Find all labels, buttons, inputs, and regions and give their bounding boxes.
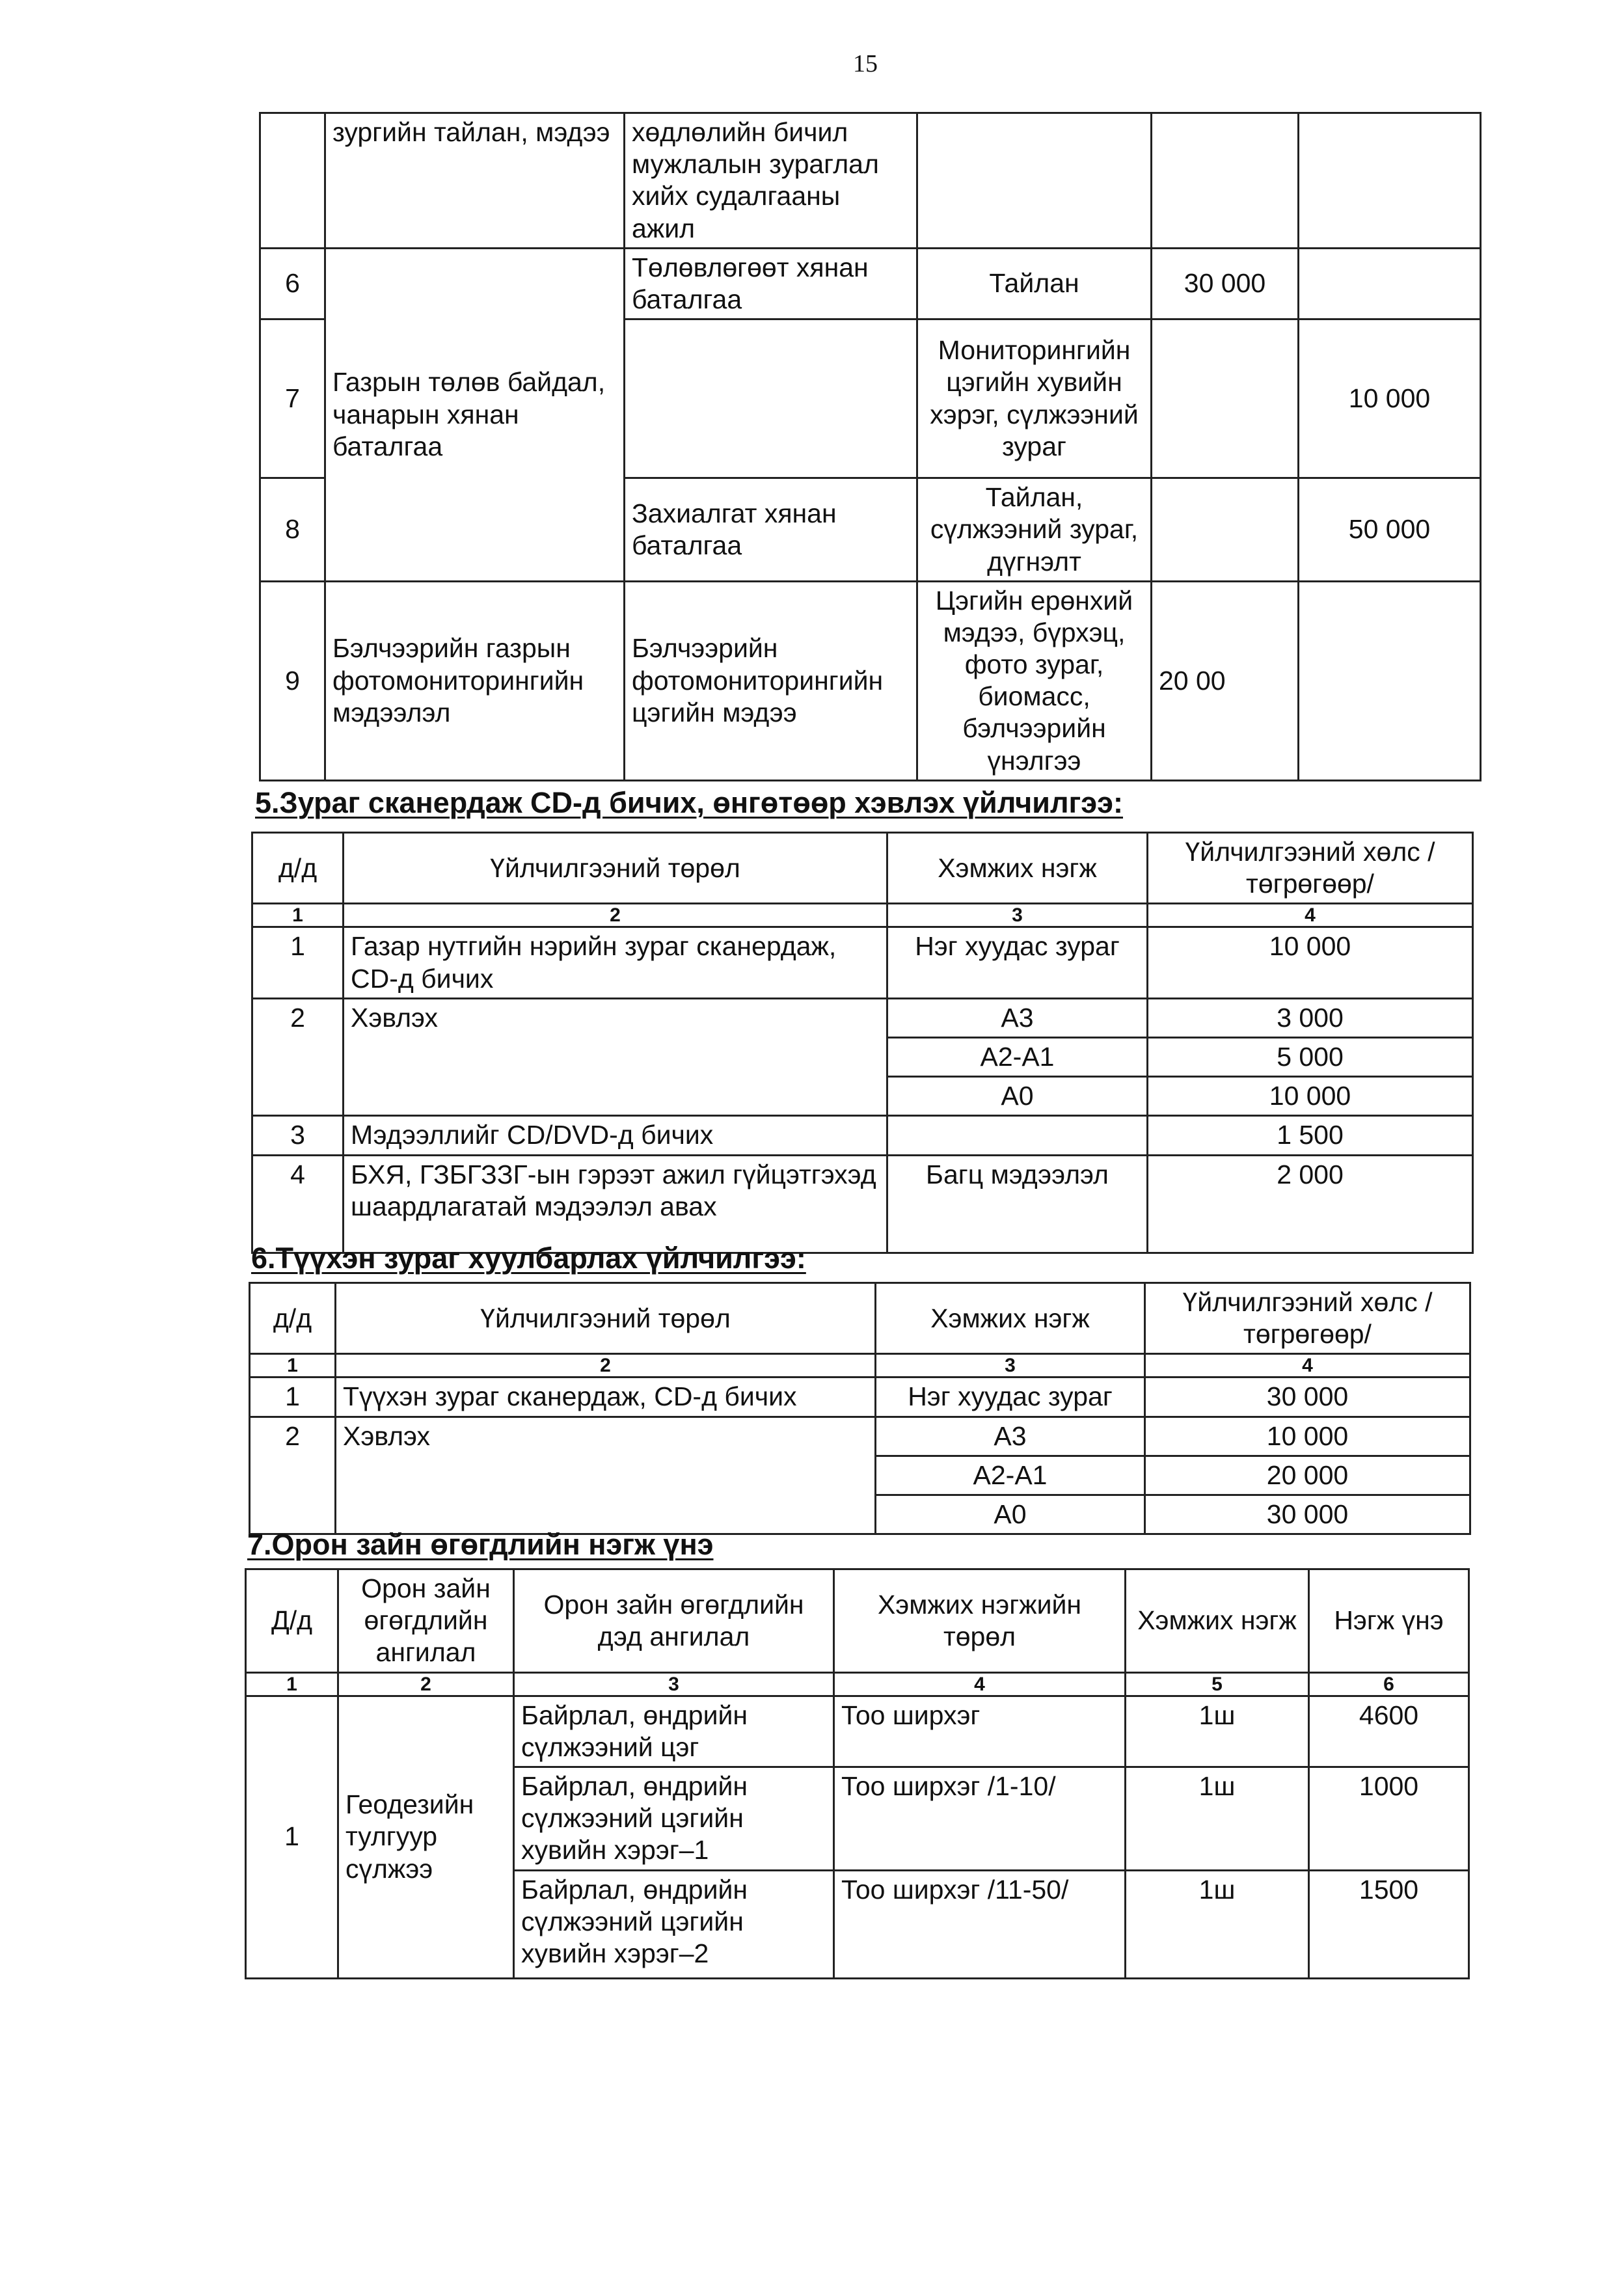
cell-unit: 1ш: [1126, 1870, 1309, 1978]
header-unit: Хэмжих нэгж: [876, 1283, 1145, 1354]
cell-service-type: БХЯ, ГЗБГЗЗГ-ын гэрээт ажил гүйцэтгэхэд шаардлагатай мэдээлэл авах: [344, 1155, 887, 1253]
cell-price: 30 000: [1145, 1495, 1470, 1534]
cell-category: Геодезийн тулгуур сүлжээ: [338, 1696, 514, 1978]
cell-num: 6: [260, 248, 325, 319]
page-number: 15: [853, 50, 878, 77]
column-number-row: [250, 1354, 1470, 1378]
table-row: [250, 1378, 1470, 1417]
header-subcategory: Орон зайн өгөгдлийн дэд ангилал: [514, 1569, 834, 1673]
cell-unit: А2-А1: [887, 1037, 1148, 1076]
cell-price: 10 000: [1148, 1077, 1473, 1116]
table-row: [260, 113, 1481, 249]
header-num: д/д: [252, 833, 344, 904]
cell-unit: А3: [887, 998, 1148, 1037]
cell-price: 20 000: [1145, 1456, 1470, 1495]
header-service-type: Үйлчилгээний төрөл: [336, 1283, 876, 1354]
cell-merged-category: Газрын төлөв байдал, чанарын хянан баталгаа: [325, 248, 625, 581]
cell-subcategory: Байрлал, өндрийн сүлжээний цэгийн хувийн хэрэг–2: [514, 1870, 834, 1978]
table-row: [252, 1155, 1473, 1253]
cell-service-type: Хэвлэх: [336, 1417, 876, 1534]
cell-unit-price: 1500: [1309, 1870, 1469, 1978]
cell-subcategory: Захиалгат хянан баталгаа: [625, 478, 917, 582]
col-number: 4: [1148, 904, 1473, 927]
cell-unit: Нэг хуудас зураг: [876, 1378, 1145, 1417]
cell-material: Тайлан, сүлжээний зураг, дүгнэлт: [917, 478, 1152, 582]
table-4-continuation: [259, 112, 1482, 781]
cell-price: 1 500: [1148, 1116, 1473, 1155]
col-number: 1: [246, 1672, 338, 1696]
cell-unit-type: Тоо ширхэг /11-50/: [834, 1870, 1126, 1978]
table-row: [252, 998, 1473, 1037]
cell-num: 9: [260, 581, 325, 780]
col-number: 3: [876, 1354, 1145, 1378]
cell-price-b: [1299, 581, 1481, 780]
header-num: Д/д: [246, 1569, 338, 1673]
cell-unit: [887, 1116, 1148, 1155]
cell-material: Тайлан: [917, 248, 1152, 319]
section-6-title: 6.Түүхэн зураг хуулбарлах үйлчилгээ:: [251, 1242, 806, 1275]
col-number: 4: [1145, 1354, 1470, 1378]
header-service-type: Үйлчилгээний төрөл: [344, 833, 887, 904]
cell-num: 8: [260, 478, 325, 582]
table-header-row: [252, 833, 1473, 904]
header-unit: Хэмжих нэгж: [1126, 1569, 1309, 1673]
cell-subcategory: Байрлал, өндрийн сүлжээний цэг: [514, 1696, 834, 1767]
col-number: 3: [514, 1672, 834, 1696]
cell-unit: 1ш: [1126, 1767, 1309, 1870]
column-number-row: [246, 1672, 1469, 1696]
cell-unit: А2-А1: [876, 1456, 1145, 1495]
cell-unit-type: Тоо ширхэг: [834, 1696, 1126, 1767]
cell-num: 2: [252, 998, 344, 1116]
col-number: 2: [338, 1672, 514, 1696]
table-header-row: [246, 1569, 1469, 1673]
cell-num: 2: [250, 1417, 336, 1534]
table-row: [250, 1417, 1470, 1456]
cell-num: 1: [246, 1696, 338, 1978]
header-unit-type: Хэмжих нэгжийн төрөл: [834, 1569, 1126, 1673]
cell-price-b: [1299, 113, 1481, 249]
cell-service-type: Түүхэн зураг сканердаж, CD-д бичих: [336, 1378, 876, 1417]
cell-unit: Багц мэдээлэл: [887, 1155, 1148, 1253]
cell-num: 1: [250, 1378, 336, 1417]
cell-price: 10 000: [1148, 927, 1473, 998]
cell-unit: Нэг хуудас зураг: [887, 927, 1148, 998]
header-num: д/д: [250, 1283, 336, 1354]
cell-unit: А3: [876, 1417, 1145, 1456]
cell-num: [260, 113, 325, 249]
section-5-title: 5.Зураг сканердаж CD-д бичих, өнгөтөөр хэвлэх үйлчилгээ:: [255, 786, 1123, 819]
col-number: 5: [1126, 1672, 1309, 1696]
cell-num: 7: [260, 319, 325, 478]
col-number: 6: [1309, 1672, 1469, 1696]
cell-price: 10 000: [1145, 1417, 1470, 1456]
cell-price-a: [1152, 478, 1299, 582]
table-row: [260, 581, 1481, 780]
cell-subcategory: Байрлал, өндрийн сүлжээний цэгийн хувийн хэрэг–1: [514, 1767, 834, 1870]
cell-service-type: Мэдээллийг CD/DVD-д бичих: [344, 1116, 887, 1155]
cell-material: Цэгийн ерөнхий мэдээ, бүрхэц, фото зураг, биомасс, бэлчээрийн үнэлгээ: [917, 581, 1152, 780]
cell-price-b: 50 000: [1299, 478, 1481, 582]
cell-unit-price: 4600: [1309, 1696, 1469, 1767]
cell-price: 5 000: [1148, 1037, 1473, 1076]
col-number: 4: [834, 1672, 1126, 1696]
column-number-row: [252, 904, 1473, 927]
header-unit-price: Нэгж үнэ: [1309, 1569, 1469, 1673]
cell-price-a: [1152, 113, 1299, 249]
cell-num: 3: [252, 1116, 344, 1155]
table-row: [260, 248, 1481, 319]
cell-price-b: [1299, 248, 1481, 319]
cell-subcategory: хөдлөлийн бичил мужлалын зураглал хийх судалгааны ажил: [625, 113, 917, 249]
cell-unit-type: Тоо ширхэг /1-10/: [834, 1767, 1126, 1870]
section-5-table: [251, 832, 1474, 1254]
col-number: 1: [252, 904, 344, 927]
section-6-table: [249, 1282, 1471, 1535]
cell-subcategory: Бэлчээрийн фотомониторингийн цэгийн мэдээ: [625, 581, 917, 780]
cell-num: 4: [252, 1155, 344, 1253]
cell-price: 3 000: [1148, 998, 1473, 1037]
col-number: 1: [250, 1354, 336, 1378]
header-category: Орон зайн өгөгдлийн ангилал: [338, 1569, 514, 1673]
cell-price-a: [1152, 319, 1299, 478]
cell-price: 2 000: [1148, 1155, 1473, 1253]
table-row: [252, 927, 1473, 998]
cell-material: [917, 113, 1152, 249]
cell-unit: А0: [876, 1495, 1145, 1534]
cell-unit-price: 1000: [1309, 1767, 1469, 1870]
cell-price-b: 10 000: [1299, 319, 1481, 478]
table-row: [246, 1696, 1469, 1767]
cell-num: 1: [252, 927, 344, 998]
header-unit: Хэмжих нэгж: [887, 833, 1148, 904]
table-row: [252, 1116, 1473, 1155]
cell-price-a: 30 000: [1152, 248, 1299, 319]
cell-unit: 1ш: [1126, 1696, 1309, 1767]
cell-price: 30 000: [1145, 1378, 1470, 1417]
cell-category: Бэлчээрийн газрын фотомониторингийн мэдээлэл: [325, 581, 625, 780]
cell-service-type: Газар нутгийн нэрийн зураг сканердаж, CD-д бичих: [344, 927, 887, 998]
col-number: 2: [336, 1354, 876, 1378]
cell-service-type: Хэвлэх: [344, 998, 887, 1116]
cell-subcategory: Төлөвлөгөөт хянан баталгаа: [625, 248, 917, 319]
header-price: Үйлчилгээний хөлс /төгрөгөөр/: [1148, 833, 1473, 904]
cell-material: Мониторингийн цэгийн хувийн хэрэг, сүлжээний зураг: [917, 319, 1152, 478]
header-price: Үйлчилгээний хөлс /төгрөгөөр/: [1145, 1283, 1470, 1354]
cell-category: зургийн тайлан, мэдээ: [325, 113, 625, 249]
cell-subcategory: [625, 319, 917, 478]
table-header-row: [250, 1283, 1470, 1354]
col-number: 2: [344, 904, 887, 927]
section-7-table: [245, 1568, 1470, 1979]
col-number: 3: [887, 904, 1148, 927]
cell-price-a: 20 00: [1152, 581, 1299, 780]
section-7-title: 7.Орон зайн өгөгдлийн нэгж үнэ: [247, 1528, 714, 1561]
cell-unit: А0: [887, 1077, 1148, 1116]
